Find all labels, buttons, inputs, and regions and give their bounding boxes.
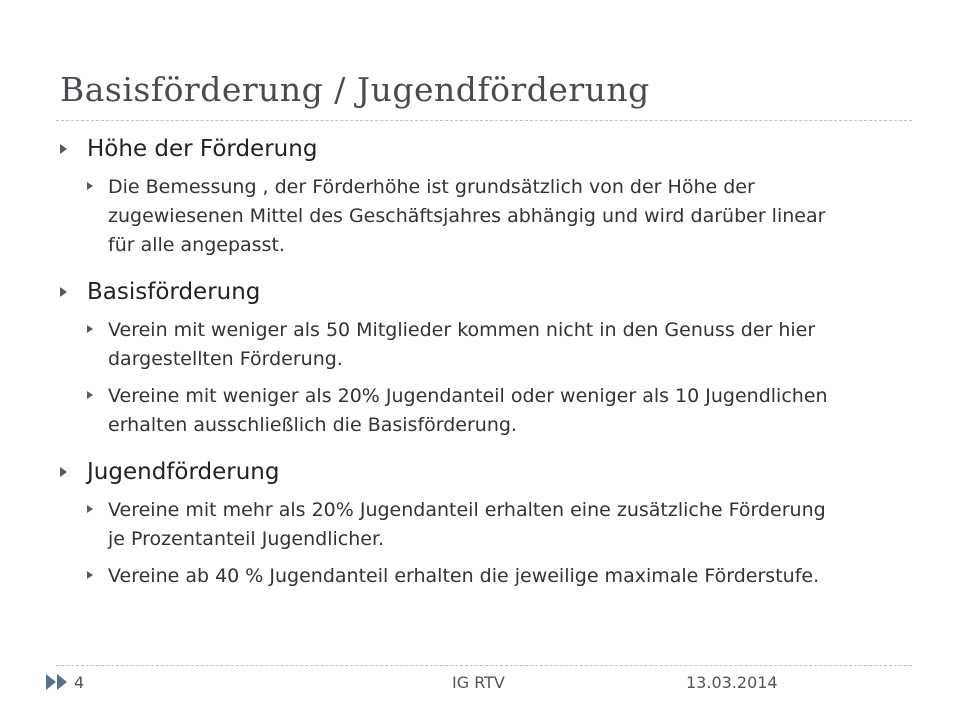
section-heading: Jugendförderung [87,459,280,485]
triangle-bullet-icon [60,467,67,477]
section-heading-row [60,456,840,488]
footer-organization: IG RTV [452,673,505,692]
slide-content [60,133,840,591]
section-jugendfoerderung [60,456,840,591]
footer-divider [56,665,912,666]
section-heading: Basisförderung [87,279,261,305]
bullet-list [60,316,840,440]
list-item [87,173,840,260]
slide-title: Basisförderung / Jugendförderung [60,70,650,109]
footer-date: 13.03.2014 [686,673,778,692]
triangle-bullet-icon [87,182,93,190]
footer-triangle-icon [57,674,67,690]
section-heading-row [60,133,840,165]
section-heading-row [60,276,840,308]
triangle-bullet-icon [60,144,67,154]
list-item-text: Vereine ab 40 % Jugendanteil erhalten die jeweilige maximale Förderstufe. [108,565,820,587]
double-triangle-icon [46,674,68,690]
section-hoehe-der-foerderung [60,133,840,260]
bullet-list [60,173,840,260]
triangle-bullet-icon [87,391,93,399]
bullet-list [60,496,840,591]
list-item-text: Vereine mit mehr als 20% Jugendanteil erhalten eine zusätzliche Förderung je Prozentanteil Jugendlicher. [108,499,826,550]
section-heading: Höhe der Förderung [87,136,318,162]
list-item [87,496,840,554]
list-item-text: Verein mit weniger als 50 Mitglieder kommen nicht in den Genuss der hier dargestellten Förderung. [108,319,816,370]
page-number: 4 [74,673,85,692]
triangle-bullet-icon [87,571,93,579]
footer-triangle-icon [46,674,56,690]
triangle-bullet-icon [60,287,67,297]
list-item [87,382,840,440]
triangle-bullet-icon [87,325,93,333]
list-item [87,316,840,374]
list-item-text: Die Bemessung , der Förderhöhe ist grundsätzlich von der Höhe der zugewiesenen Mittel des Geschäftsjahres abhängig und wird darüber linear für alle angepasst. [108,176,826,256]
title-divider [56,120,912,121]
list-item [87,562,840,591]
section-basisfoerderung [60,276,840,440]
triangle-bullet-icon [87,505,93,513]
list-item-text: Vereine mit weniger als 20% Jugendanteil oder weniger als 10 Jugendlichen erhalten ausschließlich die Basisförderung. [108,385,828,436]
